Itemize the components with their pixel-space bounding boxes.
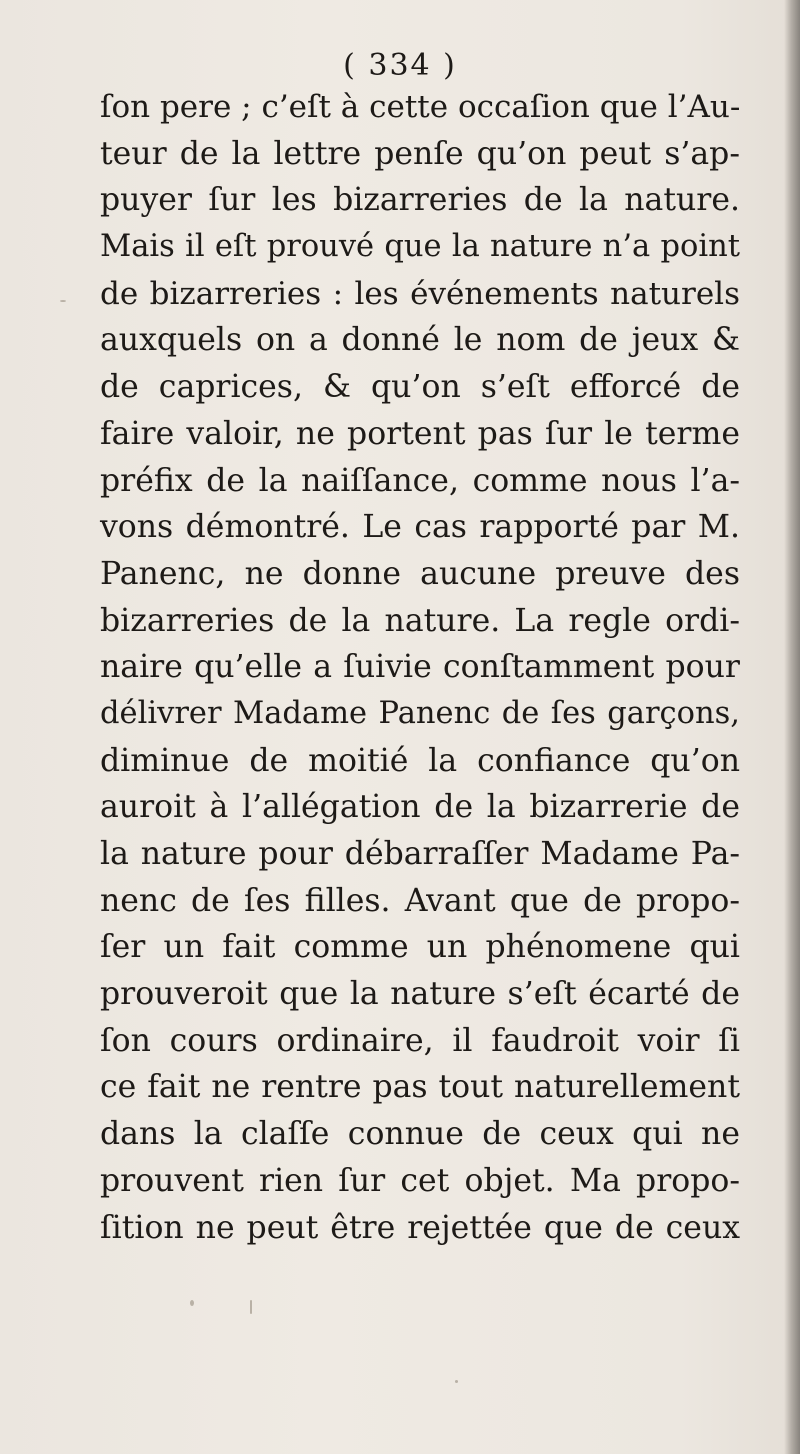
text-line: dans la claſſe connue de ceux qui ne bbox=[100, 1116, 740, 1153]
text-line: ſon cours ordinaire, il faudroit voir ſi bbox=[100, 1022, 740, 1059]
text-line: ſition ne peut être rejettée que de ceux bbox=[100, 1209, 740, 1246]
page-number: ( 334 ) bbox=[343, 48, 457, 83]
text-line: diminue de moitié la confiance qu’on bbox=[100, 742, 740, 779]
text-line: puyer ſur les bizarreries de la nature. bbox=[100, 182, 740, 219]
text-line: ſer un fait comme un phénomene qui bbox=[100, 929, 740, 966]
text-line: prouveroit que la nature s’eſt écarté de bbox=[100, 976, 740, 1013]
text-line: bizarreries de la nature. La regle ordi- bbox=[100, 602, 740, 639]
text-line: préfix de la naiſſance, comme nous l’a- bbox=[100, 462, 740, 499]
text-line: naire qu’elle a ſuivie conſtamment pour bbox=[100, 649, 740, 686]
text-line: vons démontré. Le cas rapporté par M. bbox=[100, 509, 740, 546]
text-line: prouvent rien ſur cet objet. Ma propo- bbox=[100, 1162, 740, 1199]
page-edge-shadow bbox=[784, 0, 800, 1454]
paper-speck bbox=[455, 1380, 458, 1383]
text-line: ce fait ne rentre pas tout naturellement bbox=[100, 1069, 740, 1106]
text-line: Mais il eſt prouvé que la nature n’a point bbox=[100, 229, 740, 265]
text-line: nenc de ſes filles. Avant que de propo- bbox=[100, 882, 740, 919]
text-line: auxquels on a donné le nom de jeux & bbox=[100, 322, 740, 359]
paper-speck bbox=[250, 1300, 252, 1314]
text-line: ſon pere ; c’eſt à cette occaſion que l’Au- bbox=[100, 89, 741, 125]
text-line: faire valoir, ne portent pas ſur le terme bbox=[100, 415, 740, 452]
text-line: la nature pour débarraſſer Madame Pa- bbox=[100, 836, 740, 872]
text-line: auroit à l’allégation de la bizarrerie de bbox=[100, 789, 740, 826]
text-line: de bizarreries : les événements naturels bbox=[100, 275, 740, 312]
text-line: teur de la lettre penſe qu’on peut s’ap- bbox=[100, 135, 740, 172]
body-text bbox=[100, 84, 740, 1251]
paper-speck bbox=[190, 1300, 194, 1306]
text-line: Panenc, ne donne aucune preuve des bbox=[100, 555, 740, 592]
paper-speck bbox=[60, 300, 66, 302]
text-line: délivrer Madame Panenc de ſes garçons, bbox=[100, 695, 740, 731]
text-line: de caprices, & qu’on s’eſt efforcé de bbox=[100, 369, 740, 406]
